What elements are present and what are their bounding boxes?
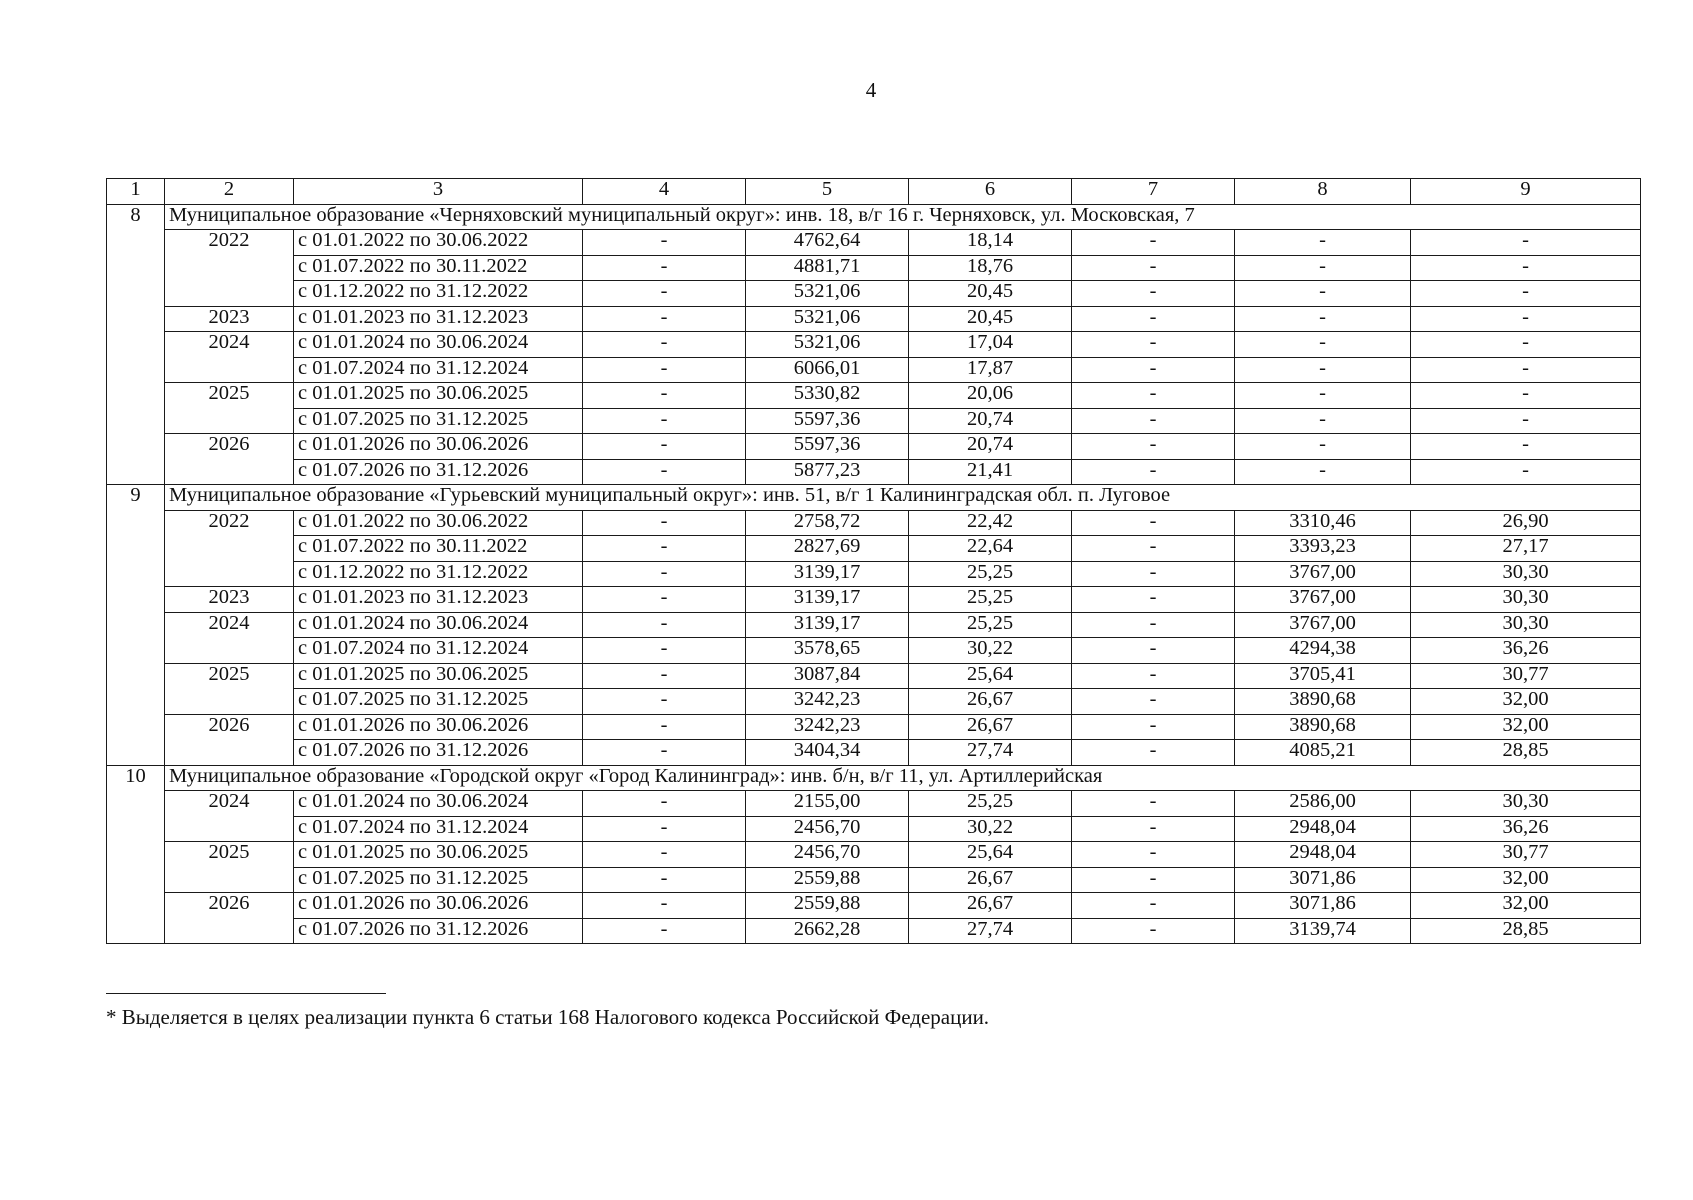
period-cell: с 01.07.2024 по 31.12.2024 <box>294 638 583 664</box>
value-cell: - <box>583 689 746 715</box>
table-row <box>107 561 1641 587</box>
table-row <box>107 638 1641 664</box>
value-cell: 26,67 <box>909 714 1072 740</box>
value-cell: 18,76 <box>909 255 1072 281</box>
table-row <box>107 408 1641 434</box>
table-row <box>107 510 1641 536</box>
value-cell: 32,00 <box>1411 867 1641 893</box>
period-cell: с 01.07.2022 по 30.11.2022 <box>294 255 583 281</box>
table-row <box>107 689 1641 715</box>
value-cell: - <box>1235 306 1411 332</box>
value-cell: 20,74 <box>909 408 1072 434</box>
period-cell: с 01.07.2025 по 31.12.2025 <box>294 689 583 715</box>
year-cell: 2025 <box>165 383 294 434</box>
value-cell: 28,85 <box>1411 740 1641 766</box>
value-cell: - <box>1072 689 1235 715</box>
value-cell: - <box>1072 357 1235 383</box>
value-cell: 22,64 <box>909 536 1072 562</box>
value-cell: 27,17 <box>1411 536 1641 562</box>
table-row <box>107 663 1641 689</box>
table-row <box>107 459 1641 485</box>
value-cell: - <box>1235 434 1411 460</box>
value-cell: 4085,21 <box>1235 740 1411 766</box>
value-cell: - <box>1235 281 1411 307</box>
value-cell: 3139,74 <box>1235 918 1411 944</box>
value-cell: - <box>1411 383 1641 409</box>
period-cell: с 01.07.2026 по 31.12.2026 <box>294 740 583 766</box>
value-cell: - <box>583 536 746 562</box>
table-row <box>107 867 1641 893</box>
value-cell: - <box>1235 408 1411 434</box>
year-cell: 2024 <box>165 612 294 663</box>
year-cell: 2024 <box>165 332 294 383</box>
value-cell: 25,64 <box>909 663 1072 689</box>
value-cell: 3087,84 <box>746 663 909 689</box>
value-cell: - <box>1072 459 1235 485</box>
value-cell: 32,00 <box>1411 689 1641 715</box>
table-row <box>107 842 1641 868</box>
table-row <box>107 332 1641 358</box>
value-cell: 30,30 <box>1411 587 1641 613</box>
table-body <box>107 179 1641 944</box>
value-cell: 2827,69 <box>746 536 909 562</box>
value-cell: 20,06 <box>909 383 1072 409</box>
value-cell: - <box>1072 791 1235 817</box>
value-cell: - <box>583 510 746 536</box>
footnote: * Выделяется в целях реализации пункта 6 статьи 168 Налогового кодекса Российской Федерации. <box>106 1005 990 1029</box>
period-cell: с 01.07.2026 по 31.12.2026 <box>294 459 583 485</box>
table-row <box>107 816 1641 842</box>
value-cell: 3310,46 <box>1235 510 1411 536</box>
value-cell: 27,74 <box>909 918 1072 944</box>
table-row <box>107 714 1641 740</box>
value-cell: 5877,23 <box>746 459 909 485</box>
period-cell: с 01.12.2022 по 31.12.2022 <box>294 281 583 307</box>
table-row <box>107 383 1641 409</box>
table-row <box>107 536 1641 562</box>
period-cell: с 01.01.2024 по 30.06.2024 <box>294 332 583 358</box>
value-cell: - <box>1072 281 1235 307</box>
value-cell: 25,25 <box>909 791 1072 817</box>
period-cell: с 01.01.2024 по 30.06.2024 <box>294 791 583 817</box>
table-row <box>107 893 1641 919</box>
section-number: 10 <box>107 765 165 944</box>
period-cell: с 01.01.2025 по 30.06.2025 <box>294 383 583 409</box>
value-cell: 2758,72 <box>746 510 909 536</box>
value-cell: - <box>1411 459 1641 485</box>
value-cell: - <box>1072 842 1235 868</box>
value-cell: - <box>583 230 746 256</box>
value-cell: - <box>1411 434 1641 460</box>
value-cell: - <box>1072 663 1235 689</box>
column-number-cell: 3 <box>294 179 583 205</box>
value-cell: 3139,17 <box>746 561 909 587</box>
value-cell: 32,00 <box>1411 714 1641 740</box>
value-cell: - <box>1072 867 1235 893</box>
column-number-cell: 8 <box>1235 179 1411 205</box>
value-cell: 4762,64 <box>746 230 909 256</box>
table-row <box>107 612 1641 638</box>
value-cell: - <box>1411 255 1641 281</box>
value-cell: 3139,17 <box>746 587 909 613</box>
value-cell: - <box>1072 638 1235 664</box>
year-cell: 2022 <box>165 510 294 587</box>
year-cell: 2026 <box>165 714 294 765</box>
year-cell: 2026 <box>165 434 294 485</box>
value-cell: 3071,86 <box>1235 867 1411 893</box>
value-cell: - <box>1072 740 1235 766</box>
period-cell: с 01.01.2026 по 30.06.2026 <box>294 434 583 460</box>
table-row <box>107 281 1641 307</box>
value-cell: - <box>583 663 746 689</box>
value-cell: 22,42 <box>909 510 1072 536</box>
value-cell: 5330,82 <box>746 383 909 409</box>
footnote-rule <box>106 993 386 994</box>
value-cell: - <box>1411 306 1641 332</box>
value-cell: 30,30 <box>1411 612 1641 638</box>
table-row <box>107 587 1641 613</box>
value-cell: - <box>583 893 746 919</box>
value-cell: 2948,04 <box>1235 816 1411 842</box>
value-cell: 4881,71 <box>746 255 909 281</box>
column-number-cell: 5 <box>746 179 909 205</box>
value-cell: 4294,38 <box>1235 638 1411 664</box>
value-cell: 20,74 <box>909 434 1072 460</box>
value-cell: 32,00 <box>1411 893 1641 919</box>
value-cell: - <box>1072 612 1235 638</box>
value-cell: - <box>1235 230 1411 256</box>
table-row <box>107 255 1641 281</box>
value-cell: - <box>583 434 746 460</box>
value-cell: - <box>583 255 746 281</box>
value-cell: 2155,00 <box>746 791 909 817</box>
column-number-row <box>107 179 1641 205</box>
period-cell: с 01.07.2026 по 31.12.2026 <box>294 918 583 944</box>
value-cell: 3767,00 <box>1235 587 1411 613</box>
value-cell: 3890,68 <box>1235 714 1411 740</box>
value-cell: 6066,01 <box>746 357 909 383</box>
value-cell: 18,14 <box>909 230 1072 256</box>
value-cell: 2586,00 <box>1235 791 1411 817</box>
period-cell: с 01.01.2026 по 30.06.2026 <box>294 714 583 740</box>
table-row <box>107 791 1641 817</box>
period-cell: с 01.01.2025 по 30.06.2025 <box>294 663 583 689</box>
value-cell: 26,67 <box>909 689 1072 715</box>
section-number: 8 <box>107 204 165 485</box>
column-number-cell: 4 <box>583 179 746 205</box>
value-cell: 3890,68 <box>1235 689 1411 715</box>
tariff-table <box>106 178 1641 944</box>
period-cell: с 01.01.2022 по 30.06.2022 <box>294 230 583 256</box>
value-cell: 3404,34 <box>746 740 909 766</box>
value-cell: - <box>583 867 746 893</box>
column-number-cell: 2 <box>165 179 294 205</box>
value-cell: - <box>583 791 746 817</box>
year-cell: 2023 <box>165 306 294 332</box>
value-cell: 25,25 <box>909 612 1072 638</box>
section-title: Муниципальное образование «Гурьевский муниципальный округ»: инв. 51, в/г 1 Калининградская обл. п. Луговое <box>165 485 1641 511</box>
value-cell: - <box>1072 510 1235 536</box>
value-cell: - <box>583 918 746 944</box>
value-cell: 3767,00 <box>1235 561 1411 587</box>
section-title: Муниципальное образование «Городской округ «Город Калининград»: инв. б/н, в/г 11, ул. Артиллерийская <box>165 765 1641 791</box>
value-cell: 30,77 <box>1411 663 1641 689</box>
value-cell: 21,41 <box>909 459 1072 485</box>
value-cell: - <box>1072 383 1235 409</box>
value-cell: 5321,06 <box>746 281 909 307</box>
value-cell: 17,04 <box>909 332 1072 358</box>
value-cell: 3578,65 <box>746 638 909 664</box>
section-title-row <box>107 485 1641 511</box>
column-number-cell: 6 <box>909 179 1072 205</box>
value-cell: - <box>583 459 746 485</box>
value-cell: 36,26 <box>1411 816 1641 842</box>
value-cell: 20,45 <box>909 281 1072 307</box>
value-cell: - <box>1072 408 1235 434</box>
value-cell: - <box>1411 230 1641 256</box>
table-row <box>107 230 1641 256</box>
value-cell: - <box>583 408 746 434</box>
value-cell: - <box>1235 332 1411 358</box>
value-cell: 26,67 <box>909 893 1072 919</box>
value-cell: - <box>1072 332 1235 358</box>
value-cell: 2456,70 <box>746 842 909 868</box>
value-cell: 25,64 <box>909 842 1072 868</box>
section-number: 9 <box>107 485 165 766</box>
value-cell: - <box>1072 714 1235 740</box>
value-cell: 25,25 <box>909 561 1072 587</box>
value-cell: - <box>1235 383 1411 409</box>
value-cell: - <box>583 740 746 766</box>
value-cell: 2456,70 <box>746 816 909 842</box>
value-cell: - <box>583 281 746 307</box>
value-cell: - <box>583 638 746 664</box>
value-cell: - <box>1072 561 1235 587</box>
value-cell: - <box>1072 816 1235 842</box>
value-cell: - <box>1072 434 1235 460</box>
value-cell: 5321,06 <box>746 306 909 332</box>
value-cell: - <box>1072 918 1235 944</box>
period-cell: с 01.12.2022 по 31.12.2022 <box>294 561 583 587</box>
period-cell: с 01.01.2026 по 30.06.2026 <box>294 893 583 919</box>
value-cell: 3071,86 <box>1235 893 1411 919</box>
value-cell: - <box>1072 587 1235 613</box>
value-cell: - <box>583 332 746 358</box>
year-cell: 2026 <box>165 893 294 944</box>
value-cell: 30,22 <box>909 638 1072 664</box>
period-cell: с 01.01.2025 по 30.06.2025 <box>294 842 583 868</box>
value-cell: - <box>1235 459 1411 485</box>
period-cell: с 01.01.2023 по 31.12.2023 <box>294 306 583 332</box>
value-cell: 3767,00 <box>1235 612 1411 638</box>
section-title: Муниципальное образование «Черняховский муниципальный округ»: инв. 18, в/г 16 г. Черняховск, ул. Московская, 7 <box>165 204 1641 230</box>
page-number: 4 <box>865 78 877 102</box>
value-cell: 26,67 <box>909 867 1072 893</box>
section-title-row <box>107 765 1641 791</box>
value-cell: - <box>1235 255 1411 281</box>
value-cell: 2948,04 <box>1235 842 1411 868</box>
value-cell: - <box>583 306 746 332</box>
value-cell: 3242,23 <box>746 689 909 715</box>
value-cell: 25,25 <box>909 587 1072 613</box>
year-cell: 2024 <box>165 791 294 842</box>
value-cell: 30,77 <box>1411 842 1641 868</box>
value-cell: 5321,06 <box>746 332 909 358</box>
value-cell: 2662,28 <box>746 918 909 944</box>
value-cell: - <box>1235 357 1411 383</box>
value-cell: 30,30 <box>1411 791 1641 817</box>
period-cell: с 01.01.2023 по 31.12.2023 <box>294 587 583 613</box>
period-cell: с 01.01.2022 по 30.06.2022 <box>294 510 583 536</box>
section-title-row <box>107 204 1641 230</box>
period-cell: с 01.07.2022 по 30.11.2022 <box>294 536 583 562</box>
value-cell: 26,90 <box>1411 510 1641 536</box>
value-cell: - <box>583 383 746 409</box>
year-cell: 2025 <box>165 663 294 714</box>
value-cell: 28,85 <box>1411 918 1641 944</box>
value-cell: - <box>583 816 746 842</box>
value-cell: - <box>1411 332 1641 358</box>
year-cell: 2025 <box>165 842 294 893</box>
value-cell: 5597,36 <box>746 434 909 460</box>
table-row <box>107 357 1641 383</box>
value-cell: 27,74 <box>909 740 1072 766</box>
year-cell: 2022 <box>165 230 294 307</box>
value-cell: 36,26 <box>1411 638 1641 664</box>
period-cell: с 01.07.2025 по 31.12.2025 <box>294 408 583 434</box>
table-row <box>107 740 1641 766</box>
value-cell: - <box>1072 230 1235 256</box>
value-cell: - <box>583 357 746 383</box>
value-cell: 30,22 <box>909 816 1072 842</box>
value-cell: - <box>583 714 746 740</box>
value-cell: - <box>1072 306 1235 332</box>
value-cell: 30,30 <box>1411 561 1641 587</box>
value-cell: 17,87 <box>909 357 1072 383</box>
value-cell: 20,45 <box>909 306 1072 332</box>
value-cell: - <box>1411 408 1641 434</box>
column-number-cell: 7 <box>1072 179 1235 205</box>
value-cell: 3705,41 <box>1235 663 1411 689</box>
year-cell: 2023 <box>165 587 294 613</box>
value-cell: - <box>1072 255 1235 281</box>
column-number-cell: 1 <box>107 179 165 205</box>
value-cell: 3242,23 <box>746 714 909 740</box>
table-row <box>107 306 1641 332</box>
value-cell: - <box>1072 536 1235 562</box>
value-cell: 2559,88 <box>746 893 909 919</box>
value-cell: - <box>583 587 746 613</box>
table-row <box>107 918 1641 944</box>
period-cell: с 01.01.2024 по 30.06.2024 <box>294 612 583 638</box>
value-cell: - <box>583 842 746 868</box>
value-cell: - <box>583 561 746 587</box>
value-cell: - <box>583 612 746 638</box>
table-row <box>107 434 1641 460</box>
column-number-cell: 9 <box>1411 179 1641 205</box>
value-cell: 3139,17 <box>746 612 909 638</box>
period-cell: с 01.07.2024 по 31.12.2024 <box>294 816 583 842</box>
value-cell: - <box>1072 893 1235 919</box>
value-cell: 2559,88 <box>746 867 909 893</box>
value-cell: 3393,23 <box>1235 536 1411 562</box>
value-cell: 5597,36 <box>746 408 909 434</box>
value-cell: - <box>1411 357 1641 383</box>
period-cell: с 01.07.2025 по 31.12.2025 <box>294 867 583 893</box>
period-cell: с 01.07.2024 по 31.12.2024 <box>294 357 583 383</box>
value-cell: - <box>1411 281 1641 307</box>
